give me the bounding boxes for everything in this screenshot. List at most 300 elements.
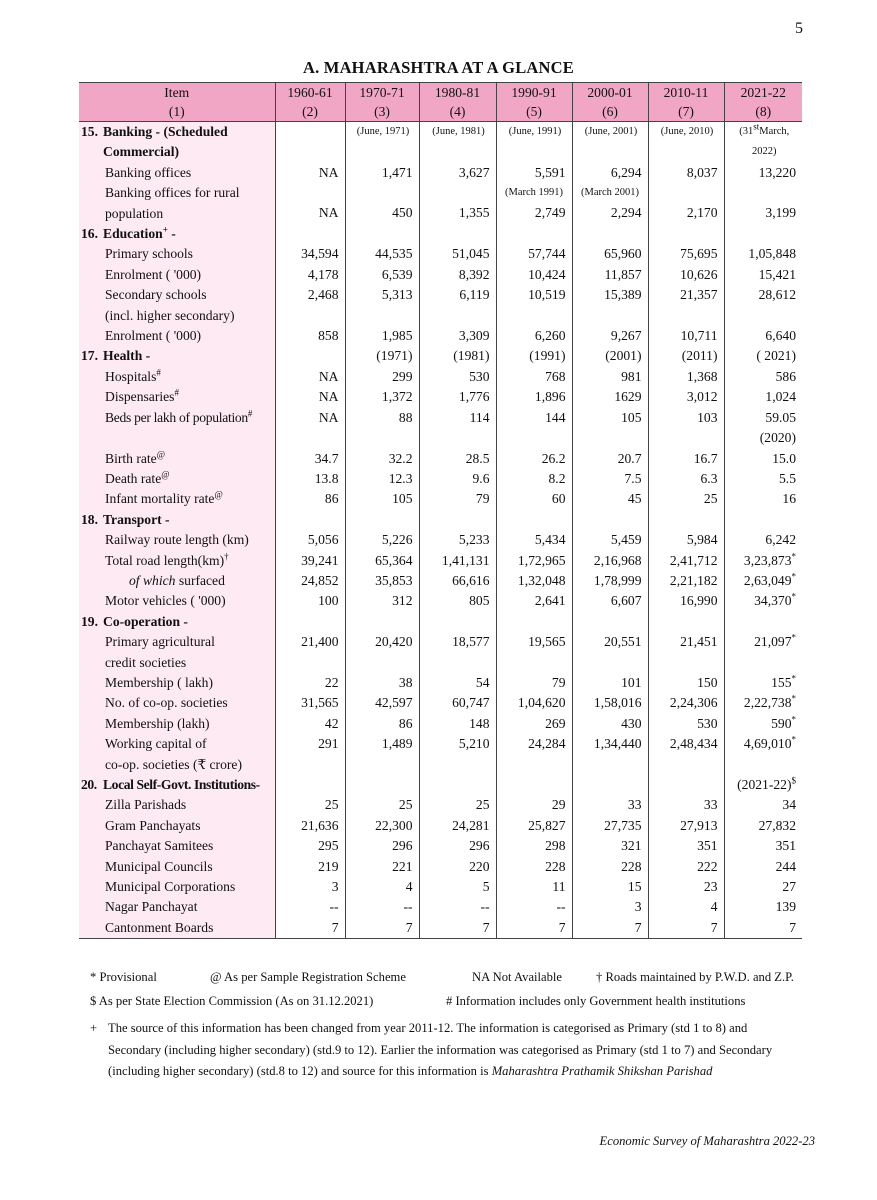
table-row <box>79 857 802 877</box>
table-cell: 3 <box>275 877 345 897</box>
table-cell <box>345 510 419 530</box>
table-cell: 590* <box>724 714 802 734</box>
table-cell: -- <box>419 897 496 917</box>
table-cell: 42,597 <box>345 693 419 713</box>
table-cell: 7.5 <box>572 469 648 489</box>
table-cell: 34 <box>724 795 802 815</box>
page-number: 5 <box>795 20 803 37</box>
table-cell: 5,210 <box>419 734 496 775</box>
table-cell: -- <box>496 897 572 917</box>
table-cell: 25,827 <box>496 816 572 836</box>
table-cell: 59.05 (2020) <box>724 408 802 449</box>
table-cell <box>648 775 724 795</box>
table-cell: Secondary schools (incl. higher secondary) <box>79 285 275 326</box>
table-cell: 148 <box>419 714 496 734</box>
table-cell: 4 <box>648 897 724 917</box>
table-cell: 8,037 <box>648 163 724 183</box>
table-cell: 2,63,049* <box>724 571 802 591</box>
table-cell: 6,242 <box>724 530 802 550</box>
table-cell: 75,695 <box>648 244 724 264</box>
table-cell: 4,178 <box>275 265 345 285</box>
table-cell: 291 <box>275 734 345 775</box>
table-cell: 101 <box>572 673 648 693</box>
table-cell: 586 <box>724 367 802 387</box>
table-cell: 5,459 <box>572 530 648 550</box>
table-cell: (2021-22)$ <box>724 775 802 795</box>
table-row <box>79 877 802 897</box>
table-cell: 1,355 <box>419 183 496 224</box>
glance-table <box>79 82 802 939</box>
banking-date-note: (31stMarch, 2022) <box>724 122 802 163</box>
table-cell: 3,23,873* <box>724 551 802 571</box>
table-cell: 5,056 <box>275 530 345 550</box>
table-cell: 5,984 <box>648 530 724 550</box>
table-cell: 244 <box>724 857 802 877</box>
header-year: 1960-61 <box>275 83 345 103</box>
table-cell: 22,300 <box>345 816 419 836</box>
table-cell: 2,24,306 <box>648 693 724 713</box>
table-row <box>79 734 802 775</box>
table-cell: (1991) <box>496 346 572 366</box>
table-cell: Gram Panchayats <box>79 816 275 836</box>
table-cell: 5.5 <box>724 469 802 489</box>
header-year: 1990-91 <box>496 83 572 103</box>
table-row <box>79 489 802 509</box>
table-cell <box>275 224 345 244</box>
table-cell: Panchayat Samitees <box>79 836 275 856</box>
table-cell <box>572 224 648 244</box>
table-cell: 15,389 <box>572 285 648 326</box>
table-cell: 20. Local Self-Govt. Institutions- <box>79 775 275 795</box>
table-cell: NA <box>275 408 345 449</box>
table-cell: 79 <box>419 489 496 509</box>
table-cell: 4 <box>345 877 419 897</box>
table-cell <box>419 510 496 530</box>
table-cell: Cantonment Boards <box>79 918 275 939</box>
table-row <box>79 673 802 693</box>
table-cell: ( 2021) <box>724 346 802 366</box>
table-cell: 6,260 <box>496 326 572 346</box>
table-cell <box>724 510 802 530</box>
table-row <box>79 183 802 224</box>
table-cell: 34,594 <box>275 244 345 264</box>
table-row <box>79 530 802 550</box>
table-cell: 295 <box>275 836 345 856</box>
table-cell: 6,294 <box>572 163 648 183</box>
table-cell: Beds per lakh of population# <box>79 408 275 449</box>
table-cell: 17. Health - <box>79 346 275 366</box>
table-cell: 2,48,434 <box>648 734 724 775</box>
table-cell: 139 <box>724 897 802 917</box>
table-cell: 1,372 <box>345 387 419 407</box>
table-cell: 10,711 <box>648 326 724 346</box>
table-cell <box>345 775 419 795</box>
header-item: Item <box>79 83 275 103</box>
table-cell: 33 <box>648 795 724 815</box>
table-cell: 1,04,620 <box>496 693 572 713</box>
table-row <box>79 163 802 183</box>
table-cell: Total road length(km)† <box>79 551 275 571</box>
table-cell: NA <box>275 367 345 387</box>
table-cell: 16.7 <box>648 449 724 469</box>
table-cell: 1,985 <box>345 326 419 346</box>
table-cell <box>648 510 724 530</box>
table-cell: (June, 1991) <box>496 122 572 163</box>
table-cell <box>496 510 572 530</box>
table-row <box>79 816 802 836</box>
table-row <box>79 265 802 285</box>
table-cell <box>345 612 419 632</box>
table-cell: 220 <box>419 857 496 877</box>
footnote-row-2: $ As per State Election Commission (As on 31.12.2021) # Information includes only Government health institutions <box>90 994 746 1008</box>
table-row <box>79 591 802 611</box>
table-cell: 7 <box>648 918 724 939</box>
table-cell: 7 <box>345 918 419 939</box>
table-cell: NA <box>275 183 345 224</box>
table-row <box>79 897 802 917</box>
table-cell: 5,233 <box>419 530 496 550</box>
table-cell: 1,024 <box>724 387 802 407</box>
header-colno: (4) <box>419 102 496 122</box>
table-cell <box>648 224 724 244</box>
table-cell: 9.6 <box>419 469 496 489</box>
table-cell: 222 <box>648 857 724 877</box>
table-cell: 23 <box>648 877 724 897</box>
table-cell: 34.7 <box>275 449 345 469</box>
table-cell: Primary agricultural credit societies <box>79 632 275 673</box>
table-cell: Banking offices for rural population <box>79 183 275 224</box>
table-cell: Working capital of co-op. societies (₹ crore) <box>79 734 275 775</box>
table-row <box>79 326 802 346</box>
table-cell: 7 <box>496 918 572 939</box>
table-cell: 2,170 <box>648 183 724 224</box>
table-cell: Primary schools <box>79 244 275 264</box>
table-cell: (2001) <box>572 346 648 366</box>
table-cell: 5,226 <box>345 530 419 550</box>
table-cell: 105 <box>572 408 648 449</box>
table-cell: Dispensaries# <box>79 387 275 407</box>
footnote-plus: + The source of this information has been changed from year 2011-12. The information is categorised as Primary (std 1 to 8) and Secondary (including higher secondary) (std.9 to 12). Earlier the information was categorised as Primary (std 1 to 7) and Secondary (including higher secondary) (std.8 to 12) and source for this information is Maharashtra Prathamik Shikshan Parishad <box>90 1021 773 1078</box>
table-cell: 228 <box>496 857 572 877</box>
table-cell: 144 <box>496 408 572 449</box>
table-cell: 3,199 <box>724 183 802 224</box>
table-row <box>79 408 802 449</box>
table-cell: 65,364 <box>345 551 419 571</box>
table-cell: 25 <box>648 489 724 509</box>
table-cell: 19. Co-operation - <box>79 612 275 632</box>
table-cell <box>419 775 496 795</box>
table-cell: 4,69,010* <box>724 734 802 775</box>
table-cell: 15.0 <box>724 449 802 469</box>
header-colno: (5) <box>496 102 572 122</box>
table-row <box>79 285 802 326</box>
table-cell: 9,267 <box>572 326 648 346</box>
table-cell: 1,34,440 <box>572 734 648 775</box>
table-cell: 7 <box>572 918 648 939</box>
table-cell: 35,853 <box>345 571 419 591</box>
table-cell: 18. Transport - <box>79 510 275 530</box>
table-cell: (June, 1981) <box>419 122 496 163</box>
table-cell: 103 <box>648 408 724 449</box>
table-cell: 1,72,965 <box>496 551 572 571</box>
table-cell: 54 <box>419 673 496 693</box>
table-cell: 1,41,131 <box>419 551 496 571</box>
table-cell: 27 <box>724 877 802 897</box>
table-cell: 28,612 <box>724 285 802 326</box>
table-cell: Railway route length (km) <box>79 530 275 550</box>
table-cell: 15 <box>572 877 648 897</box>
page-title: A. MAHARASHTRA AT A GLANCE <box>303 58 574 77</box>
section-local <box>79 775 802 795</box>
table-cell: 31,565 <box>275 693 345 713</box>
table-cell: 768 <box>496 367 572 387</box>
table-cell <box>275 346 345 366</box>
table-cell: 1,368 <box>648 367 724 387</box>
table-cell: 6.3 <box>648 469 724 489</box>
table-cell: Infant mortality rate@ <box>79 489 275 509</box>
table-row <box>79 714 802 734</box>
table-cell: 321 <box>572 836 648 856</box>
table-cell <box>572 510 648 530</box>
table-cell: 11,857 <box>572 265 648 285</box>
table-cell: Municipal Councils <box>79 857 275 877</box>
table-cell: Membership (lakh) <box>79 714 275 734</box>
table-cell: 296 <box>345 836 419 856</box>
table-row <box>79 836 802 856</box>
table-cell: 38 <box>345 673 419 693</box>
table-cell: 8.2 <box>496 469 572 489</box>
header-colno: (1) <box>79 102 275 122</box>
table-row <box>79 367 802 387</box>
table-cell <box>275 510 345 530</box>
section-title: 15. Banking - (Scheduled Commercial) <box>79 122 275 163</box>
section-coop <box>79 612 802 632</box>
table-cell: 20,551 <box>572 632 648 673</box>
header-colno: (7) <box>648 102 724 122</box>
table-cell: 34,370* <box>724 591 802 611</box>
table-cell: 3,012 <box>648 387 724 407</box>
table-row <box>79 469 802 489</box>
table-cell: 25 <box>345 795 419 815</box>
table-cell: 1,489 <box>345 734 419 775</box>
table-row <box>79 918 802 939</box>
table-cell: 1,78,999 <box>572 571 648 591</box>
table-row <box>79 632 802 673</box>
section-transport <box>79 510 802 530</box>
table-cell: 10,424 <box>496 265 572 285</box>
table-row <box>79 795 802 815</box>
table-cell: 858 <box>275 326 345 346</box>
table-cell <box>419 224 496 244</box>
table-cell <box>724 224 802 244</box>
table-row <box>79 244 802 264</box>
table-cell: (1981) <box>419 346 496 366</box>
header-colno: (6) <box>572 102 648 122</box>
table-cell: (June, 2010) <box>648 122 724 163</box>
table-cell: 6,119 <box>419 285 496 326</box>
table-cell: 2,641 <box>496 591 572 611</box>
table-cell: 33 <box>572 795 648 815</box>
header-year: 2021-22 <box>724 83 802 103</box>
table-cell: 3,627 <box>419 163 496 183</box>
table-cell: 5,313 <box>345 285 419 326</box>
table-cell: 29 <box>496 795 572 815</box>
table-cell: No. of co-op. societies <box>79 693 275 713</box>
table-cell: 20.7 <box>572 449 648 469</box>
table-cell: 10,519 <box>496 285 572 326</box>
footnote-row-1: * Provisional @ As per Sample Registration Scheme NA Not Available † Roads maintained by P.W.D. and Z.P. <box>90 970 794 984</box>
table-cell: 44,535 <box>345 244 419 264</box>
table-cell: 7 <box>419 918 496 939</box>
page-footer: Economic Survey of Maharashtra 2022-23 <box>599 1134 815 1148</box>
table-cell: 1,776 <box>419 387 496 407</box>
table-cell: 16,990 <box>648 591 724 611</box>
table-cell <box>724 612 802 632</box>
table-cell: 1,896 <box>496 387 572 407</box>
table-row <box>79 693 802 713</box>
table-cell: 2,21,182 <box>648 571 724 591</box>
table-cell: 1,05,848 <box>724 244 802 264</box>
table-cell <box>275 122 345 163</box>
table-cell: 27,913 <box>648 816 724 836</box>
table-cell: 1,58,016 <box>572 693 648 713</box>
table-cell: 21,636 <box>275 816 345 836</box>
table-cell: 45 <box>572 489 648 509</box>
table-cell: 219 <box>275 857 345 877</box>
table-cell: 105 <box>345 489 419 509</box>
table-cell: (1971) <box>345 346 419 366</box>
table-cell: 21,451 <box>648 632 724 673</box>
table-cell: Death rate@ <box>79 469 275 489</box>
table-cell: 10,626 <box>648 265 724 285</box>
table-cell: 150 <box>648 673 724 693</box>
table-cell: 312 <box>345 591 419 611</box>
table-cell: Birth rate@ <box>79 449 275 469</box>
table-cell: 16 <box>724 489 802 509</box>
table-row <box>79 449 802 469</box>
header-year: 2010-11 <box>648 83 724 103</box>
table-cell: 3 <box>572 897 648 917</box>
header-row <box>79 83 802 103</box>
table-row <box>79 387 802 407</box>
table-cell: 21,357 <box>648 285 724 326</box>
table-cell: Zilla Parishads <box>79 795 275 815</box>
table-cell: Banking offices <box>79 163 275 183</box>
table-cell: 79 <box>496 673 572 693</box>
table-cell: 2,41,712 <box>648 551 724 571</box>
table-cell: 39,241 <box>275 551 345 571</box>
table-cell: 296 <box>419 836 496 856</box>
table-cell: 450 <box>345 183 419 224</box>
table-cell: 269 <box>496 714 572 734</box>
table-cell: 24,852 <box>275 571 345 591</box>
table-cell: 2,16,968 <box>572 551 648 571</box>
table-cell: NA <box>275 163 345 183</box>
header-year: 2000-01 <box>572 83 648 103</box>
section-education <box>79 224 802 244</box>
table-cell: 2,22,738* <box>724 693 802 713</box>
table-cell <box>648 612 724 632</box>
table-cell: 60,747 <box>419 693 496 713</box>
table-cell: Motor vehicles ( '000) <box>79 591 275 611</box>
table-cell: 6,640 <box>724 326 802 346</box>
table-cell: 86 <box>345 714 419 734</box>
table-cell: 351 <box>648 836 724 856</box>
table-cell: 13.8 <box>275 469 345 489</box>
table-cell: 21,400 <box>275 632 345 673</box>
header-colno: (2) <box>275 102 345 122</box>
table-row <box>79 571 802 591</box>
table-cell: 19,565 <box>496 632 572 673</box>
table-cell: 7 <box>724 918 802 939</box>
table-cell: 6,539 <box>345 265 419 285</box>
table-cell: 12.3 <box>345 469 419 489</box>
table-cell <box>496 612 572 632</box>
table-cell: 11 <box>496 877 572 897</box>
table-cell: 530 <box>419 367 496 387</box>
header-colno-row <box>79 102 802 122</box>
table-cell: 27,832 <box>724 816 802 836</box>
table-cell: 1,471 <box>345 163 419 183</box>
table-cell <box>275 612 345 632</box>
table-cell: 13,220 <box>724 163 802 183</box>
table-cell: (2011) <box>648 346 724 366</box>
table-cell: (June, 2001) <box>572 122 648 163</box>
table-cell: 1629 <box>572 387 648 407</box>
table-cell: 32.2 <box>345 449 419 469</box>
table-cell <box>572 775 648 795</box>
table-cell: 351 <box>724 836 802 856</box>
table-cell: 25 <box>419 795 496 815</box>
table-cell: 65,960 <box>572 244 648 264</box>
table-cell <box>572 612 648 632</box>
header-year: 1980-81 <box>419 83 496 103</box>
table-cell: 5 <box>419 877 496 897</box>
table-cell <box>496 775 572 795</box>
table-cell: 114 <box>419 408 496 449</box>
table-cell: of which surfaced <box>79 571 275 591</box>
table-cell: 430 <box>572 714 648 734</box>
table-cell: Membership ( lakh) <box>79 673 275 693</box>
table-cell: 16. Education+ - <box>79 224 275 244</box>
table-cell <box>275 775 345 795</box>
table-cell: 60 <box>496 489 572 509</box>
table-cell: 8,392 <box>419 265 496 285</box>
table-cell: 100 <box>275 591 345 611</box>
table-cell: 1,32,048 <box>496 571 572 591</box>
table-cell: Hospitals# <box>79 367 275 387</box>
header-year: 1970-71 <box>345 83 419 103</box>
table-cell: 530 <box>648 714 724 734</box>
table-cell: 88 <box>345 408 419 449</box>
table-cell: -- <box>275 897 345 917</box>
table-cell: 805 <box>419 591 496 611</box>
table-cell: 2,468 <box>275 285 345 326</box>
table-cell: 299 <box>345 367 419 387</box>
table-cell: 221 <box>345 857 419 877</box>
table-cell: Nagar Panchayat <box>79 897 275 917</box>
table-cell: -- <box>345 897 419 917</box>
table-cell: 66,616 <box>419 571 496 591</box>
table-cell: 15,421 <box>724 265 802 285</box>
table-cell: Enrolment ( '000) <box>79 265 275 285</box>
table-cell <box>496 224 572 244</box>
header-colno: (8) <box>724 102 802 122</box>
table-cell: (March 1991) 2,749 <box>496 183 572 224</box>
table-cell: NA <box>275 387 345 407</box>
table-cell <box>345 224 419 244</box>
table-cell: Enrolment ( '000) <box>79 326 275 346</box>
